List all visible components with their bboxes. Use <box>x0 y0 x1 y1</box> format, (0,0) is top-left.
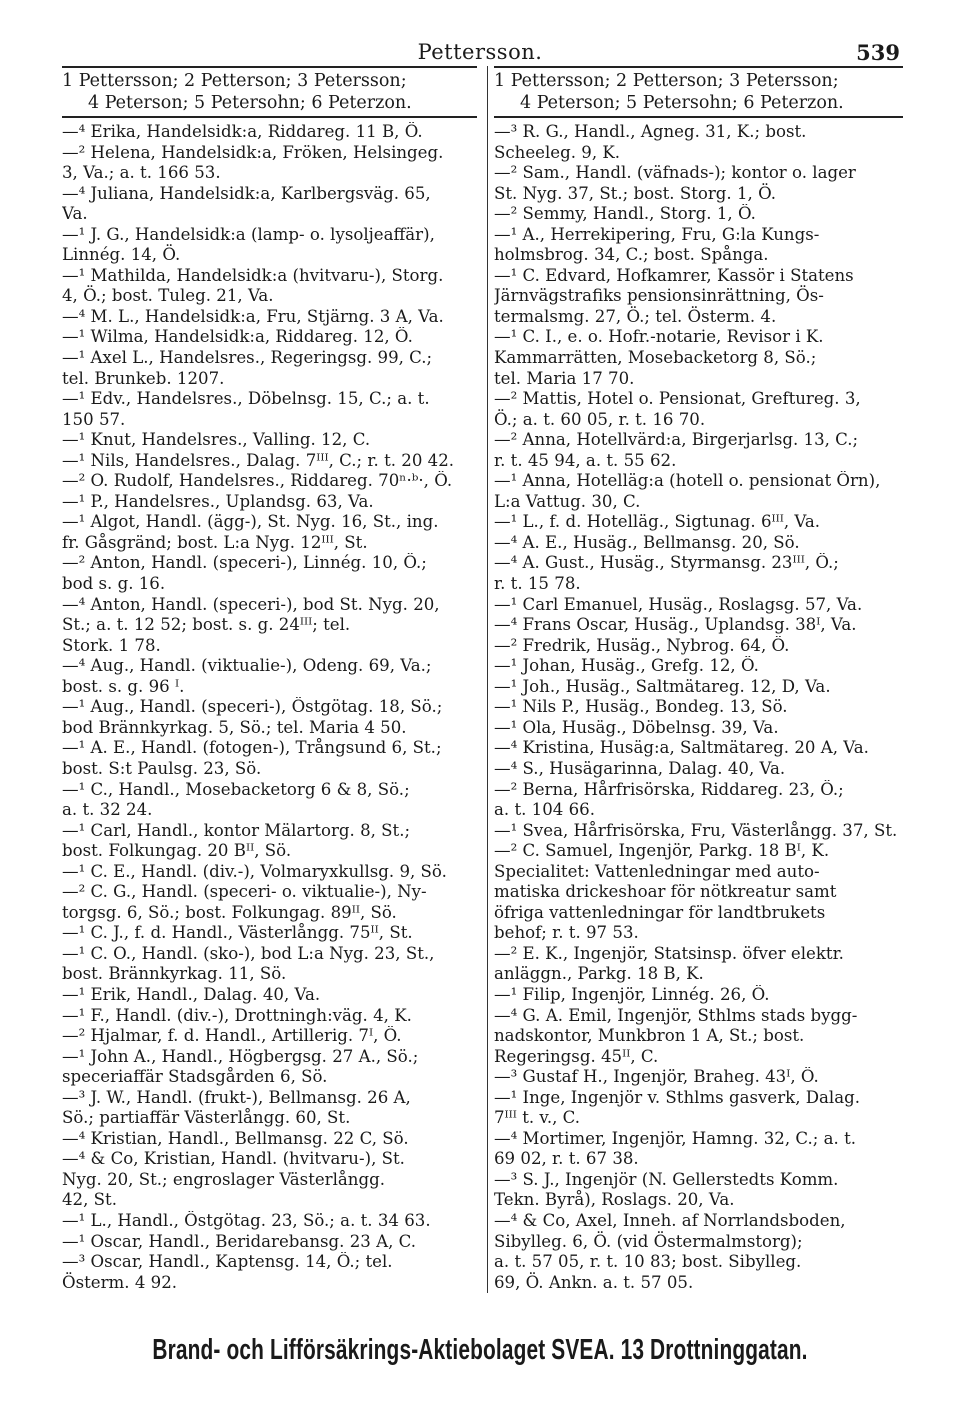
footer-advertisement: Brand- och Lifförsäkrings-Aktiebolaget SVEA. 13 Drottninggatan. <box>152 1334 808 1366</box>
entry-continuation: Specialitet: Vattenledningar med auto- <box>494 861 820 881</box>
directory-entry <box>62 1149 477 1211</box>
directory-entry <box>494 122 903 163</box>
entry-line: —¹ Nils, Handelsres., Dalag. 7ᴵᴵᴵ, C.; r. t. 20 42. <box>62 450 455 470</box>
entry-line: —¹ F., Handl. (div.-), Drottningh:väg. 4, K. <box>62 1005 412 1025</box>
entry-continuation: bost. s. g. 96 ᴵ. <box>62 676 185 696</box>
entry-line: —² O. Rudolf, Handelsres., Riddareg. 70ⁿ·ᵇ·, Ö. <box>62 471 453 491</box>
directory-entry <box>62 595 477 657</box>
directory-entry <box>62 882 477 923</box>
directory-entry <box>62 697 477 738</box>
directory-entry <box>62 553 477 594</box>
directory-entry <box>494 204 903 225</box>
entry-line: —⁴ Erika, Handelsidk:a, Riddareg. 11 B, Ö. <box>62 122 423 141</box>
directory-entry <box>494 225 903 266</box>
entry-line: —³ J. W., Handl. (frukt-), Bellmansg. 26 A, <box>62 1087 411 1107</box>
entry-line: —¹ Inge, Ingenjör v. Sthlms gasverk, Dalag. <box>494 1087 861 1107</box>
entry-continuation: Sibylleg. 6, Ö. (vid Östermalmstorg); <box>494 1231 803 1251</box>
entry-line: —¹ J. G., Handelsidk:a (lamp- o. lysoljeaffär), <box>62 224 435 244</box>
entry-line: —¹ C. E., Handl. (div.-), Volmaryxkullsg. 9, Sö. <box>62 861 447 881</box>
entry-line: —¹ Axel L., Handelsres., Regeringsg. 99, C.; <box>62 348 433 368</box>
directory-entry <box>62 307 477 328</box>
entry-continuation: Ö.; a. t. 60 05, r. t. 16 70. <box>494 409 706 429</box>
right-entry-list <box>494 122 903 1293</box>
directory-entry <box>494 636 903 657</box>
directory-entry <box>62 1211 477 1232</box>
page-number: 539 <box>856 40 900 65</box>
entry-continuation: bod Brännkyrkag. 5, Sö.; tel. Maria 4 50. <box>62 717 407 737</box>
entry-continuation: r. t. 45 94, a. t. 55 62. <box>494 450 677 470</box>
entry-line: —¹ P., Handelsres., Uplandsg. 63, Va. <box>62 491 374 511</box>
directory-entry <box>62 821 477 862</box>
directory-entry <box>62 1252 477 1293</box>
directory-columns <box>62 66 902 1316</box>
entry-line: —¹ Algot, Handl. (ägg-), St. Nyg. 16, St., ing. <box>62 512 439 532</box>
directory-entry <box>494 430 903 471</box>
entry-continuation: tel. Brunkeb. 1207. <box>62 368 225 388</box>
entry-continuation: öfriga vattenledningar för landtbrukets <box>494 902 826 922</box>
entry-continuation: termalsmg. 27, Ö.; tel. Österm. 4. <box>494 306 777 326</box>
entry-line: —³ S. J., Ingenjör (N. Gellerstedts Komm. <box>494 1169 839 1189</box>
directory-entry <box>494 738 903 759</box>
entry-line: —⁴ A. E., Husäg., Bellmansg. 20, Sö. <box>494 532 800 552</box>
entry-continuation: 69, Ö. Ankn. a. t. 57 05. <box>494 1272 694 1292</box>
entry-continuation: behof; r. t. 97 53. <box>494 923 639 943</box>
entry-line: —¹ A., Herrekipering, Fru, G:la Kungs- <box>494 224 820 244</box>
entry-line: —² Berna, Hårfrisörska, Riddareg. 23, Ö.; <box>494 779 844 799</box>
directory-entry <box>62 1026 477 1047</box>
entry-line: —⁴ Anton, Handl. (speceri-), bod St. Nyg. 20, <box>62 594 440 614</box>
directory-entry <box>494 471 903 512</box>
entry-line: —¹ Filip, Ingenjör, Linnég. 26, Ö. <box>494 984 770 1004</box>
entry-continuation: fr. Gåsgränd; bost. L:a Nyg. 12ᴵᴵᴵ, St. <box>62 532 368 552</box>
directory-entry <box>494 1088 903 1129</box>
entry-continuation: L:a Vattug. 30, C. <box>494 491 641 511</box>
entry-continuation: Stork. 1 78. <box>62 635 161 655</box>
directory-entry <box>494 1067 903 1088</box>
entry-continuation: r. t. 15 78. <box>494 574 581 594</box>
directory-entry <box>62 512 477 553</box>
entry-continuation: St.; a. t. 12 52; bost. s. g. 24ᴵᴵᴵ; tel. <box>62 615 351 635</box>
entry-line: —² Fredrik, Husäg., Nybrog. 64, Ö. <box>494 635 790 655</box>
entry-line: —² Semmy, Handl., Storg. 1, Ö. <box>494 204 756 224</box>
directory-entry <box>62 266 477 307</box>
entry-line: —⁴ M. L., Handelsidk:a, Fru, Stjärng. 3 A, Va. <box>62 306 444 326</box>
entry-continuation: Linnég. 14, Ö. <box>62 245 181 265</box>
directory-entry <box>494 677 903 698</box>
directory-entry <box>494 389 903 430</box>
entry-line: —¹ Johan, Husäg., Grefg. 12, Ö. <box>494 656 759 676</box>
entry-continuation: St. Nyg. 37, St.; bost. Storg. 1, Ö. <box>494 183 776 203</box>
directory-entry <box>62 122 477 143</box>
running-head: Pettersson. <box>417 40 543 64</box>
entry-line: —¹ Erik, Handl., Dalag. 40, Va. <box>62 984 321 1004</box>
entry-continuation: 3, Va.; a. t. 166 53. <box>62 163 221 183</box>
entry-line: —³ R. G., Handl., Agneg. 31, K.; bost. <box>494 122 807 141</box>
entry-continuation: Tekn. Byrå), Roslags. 20, Va. <box>494 1190 735 1210</box>
directory-entry <box>494 163 903 204</box>
directory-entry <box>62 143 477 184</box>
directory-entry <box>62 1129 477 1150</box>
entry-line: —¹ C., Handl., Mosebacketorg 6 & 8, Sö.; <box>62 779 410 799</box>
entry-continuation: Sö.; partiaffär Västerlångg. 60, St. <box>62 1108 351 1128</box>
entry-line: —¹ Anna, Hotelläg:a (hotell o. pensionat Örn), <box>494 471 881 491</box>
directory-entry <box>494 533 903 554</box>
directory-entry <box>494 759 903 780</box>
directory-entry <box>494 821 903 842</box>
entry-line: —⁴ S., Husägarinna, Dalag. 40, Va. <box>494 758 786 778</box>
directory-entry <box>62 184 477 225</box>
entry-line: —¹ L., f. d. Hotelläg., Sigtunag. 6ᴵᴵᴵ, Va. <box>494 512 821 532</box>
directory-entry <box>494 1006 903 1068</box>
entry-line: —¹ Wilma, Handelsidk:a, Riddareg. 12, Ö. <box>62 327 413 347</box>
directory-entry <box>62 862 477 883</box>
entry-continuation: anläggn., Parkg. 18 B, K. <box>494 964 704 984</box>
entry-line: —¹ Carl Emanuel, Husäg., Roslagsg. 57, Va. <box>494 594 863 614</box>
directory-entry <box>62 492 477 513</box>
entry-continuation: matiska drickeshoar för nötkreatur samt <box>494 882 837 902</box>
entry-continuation: a. t. 104 66. <box>494 800 595 820</box>
directory-entry <box>62 1232 477 1253</box>
right-column <box>487 66 903 1293</box>
heading-line-2: 4 Peterson; 5 Petersohn; 6 Peterzon. <box>520 93 844 113</box>
entry-line: —¹ Edv., Handelsres., Döbelnsg. 15, C.; a. t. <box>62 389 430 409</box>
directory-entry <box>62 430 477 451</box>
entry-continuation: Kammarrätten, Mosebacketorg 8, Sö.; <box>494 348 817 368</box>
entry-line: —² C. Samuel, Ingenjör, Parkg. 18 Bᴵ, K. <box>494 841 830 861</box>
entry-line: —² E. K., Ingenjör, Statsinsp. öfver elektr. <box>494 943 844 963</box>
entry-line: —⁴ Juliana, Handelsidk:a, Karlbergsväg. 65, <box>62 183 431 203</box>
left-column-heading <box>62 66 477 118</box>
directory-entry <box>62 327 477 348</box>
directory-entry <box>62 451 477 472</box>
directory-entry <box>62 944 477 985</box>
entry-continuation: nadskontor, Munkbron 1 A, St.; bost. <box>494 1026 805 1046</box>
entry-line: —¹ Mathilda, Handelsidk:a (hvitvaru-), Storg. <box>62 265 444 285</box>
entry-line: —¹ Carl, Handl., kontor Mälartorg. 8, St.; <box>62 820 411 840</box>
entry-line: —⁴ G. A. Emil, Ingenjör, Sthlms stads bygg- <box>494 1005 858 1025</box>
directory-entry <box>494 656 903 677</box>
entry-continuation: bost. Folkungag. 20 Bᴵᴵ, Sö. <box>62 841 292 861</box>
directory-entry <box>494 553 903 594</box>
entry-continuation: Scheeleg. 9, K. <box>494 142 621 162</box>
entry-line: —¹ Oscar, Handl., Beridarebansg. 23 A, C. <box>62 1231 417 1251</box>
entry-line: —¹ Knut, Handelsres., Valling. 12, C. <box>62 430 371 450</box>
left-column <box>62 66 477 1293</box>
directory-entry <box>494 512 903 533</box>
directory-entry <box>494 841 903 944</box>
entry-line: —¹ Svea, Hårfrisörska, Fru, Västerlångg. 37, St. <box>494 820 898 840</box>
entry-line: —² Mattis, Hotel o. Pensionat, Greftureg. 3, <box>494 389 861 409</box>
entry-continuation: speceriaffär Stadsgården 6, Sö. <box>62 1067 328 1087</box>
entry-line: —¹ Ola, Husäg., Döbelnsg. 39, Va. <box>494 717 779 737</box>
entry-line: —⁴ Kristian, Handl., Bellmansg. 22 C, Sö. <box>62 1128 409 1148</box>
directory-entry <box>494 718 903 739</box>
entry-line: —³ Gustaf H., Ingenjör, Braheg. 43ᴵ, Ö. <box>494 1067 819 1087</box>
directory-entry <box>494 266 903 328</box>
directory-entry <box>62 923 477 944</box>
directory-entry <box>494 1211 903 1293</box>
entry-line: —¹ Joh., Husäg., Saltmätareg. 12, D, Va. <box>494 676 831 696</box>
entry-line: —¹ L., Handl., Östgötag. 23, Sö.; a. t. 34 63. <box>62 1210 431 1230</box>
directory-entry <box>494 595 903 616</box>
entry-continuation: a. t. 57 05, r. t. 10 83; bost. Sibylleg. <box>494 1252 802 1272</box>
heading-line-1: 1 Pettersson; 2 Petterson; 3 Petersson; <box>62 71 407 91</box>
entry-line: —² Anna, Hotellvärd:a, Birgerjarlsg. 13, C.; <box>494 430 859 450</box>
directory-entry <box>62 348 477 389</box>
directory-entry <box>494 985 903 1006</box>
entry-continuation: bod s. g. 16. <box>62 574 166 594</box>
left-entry-list <box>62 122 477 1293</box>
directory-entry <box>494 780 903 821</box>
entry-continuation: bost. S:t Paulsg. 23, Sö. <box>62 758 262 778</box>
entry-line: —¹ Aug., Handl. (speceri-), Östgötag. 18, Sö.; <box>62 697 443 717</box>
directory-entry <box>62 1047 477 1088</box>
entry-continuation: Regeringsg. 45ᴵᴵ, C. <box>494 1046 659 1066</box>
entry-continuation: 69 02, r. t. 67 38. <box>494 1149 639 1169</box>
entry-continuation: 42, St. <box>62 1190 117 1210</box>
entry-line: —¹ Nils P., Husäg., Bondeg. 13, Sö. <box>494 697 788 717</box>
entry-continuation: bost. Brännkyrkag. 11, Sö. <box>62 964 287 984</box>
right-column-heading <box>494 66 903 118</box>
entry-line: —¹ John A., Handl., Högbergsg. 27 A., Sö.; <box>62 1046 419 1066</box>
entry-continuation: 7ᴵᴵᴵ t. v., C. <box>494 1108 581 1128</box>
entry-line: —¹ C. J., f. d. Handl., Västerlångg. 75ᴵᴵ, St. <box>62 923 413 943</box>
entry-line: —² Hjalmar, f. d. Handl., Artillerig. 7ᴵ, Ö. <box>62 1026 402 1046</box>
entry-line: —¹ C. O., Handl. (sko-), bod L:a Nyg. 23, St., <box>62 943 435 963</box>
entry-line: —² Helena, Handelsidk:a, Fröken, Helsingeg. <box>62 142 444 162</box>
directory-entry <box>494 1170 903 1211</box>
entry-line: —² Sam., Handl. (väfnads-); kontor o. lager <box>494 163 856 183</box>
directory-entry <box>62 780 477 821</box>
directory-entry <box>494 615 903 636</box>
directory-entry <box>62 225 477 266</box>
directory-entry <box>62 471 477 492</box>
directory-entry <box>494 697 903 718</box>
entry-continuation: Österm. 4 92. <box>62 1272 178 1292</box>
entry-line: —⁴ Frans Oscar, Husäg., Uplandsg. 38ᴵ, Va. <box>494 615 857 635</box>
directory-entry <box>62 389 477 430</box>
directory-entry <box>62 738 477 779</box>
heading-line-1: 1 Pettersson; 2 Petterson; 3 Petersson; <box>494 71 839 91</box>
entry-continuation: a. t. 32 24. <box>62 800 153 820</box>
entry-line: —⁴ Kristina, Husäg:a, Saltmätareg. 20 A, Va. <box>494 738 869 758</box>
entry-line: —² C. G., Handl. (speceri- o. viktualie-), Ny- <box>62 882 427 902</box>
entry-continuation: 150 57. <box>62 409 126 429</box>
entry-line: —⁴ & Co, Axel, Inneh. af Norrlandsboden, <box>494 1210 846 1230</box>
entry-line: —¹ A. E., Handl. (fotogen-), Trångsund 6, St.; <box>62 738 442 758</box>
entry-line: —² Anton, Handl. (speceri-), Linnég. 10, Ö.; <box>62 553 427 573</box>
entry-continuation: Va. <box>62 204 88 224</box>
directory-entry <box>494 944 903 985</box>
entry-continuation: torgsg. 6, Sö.; bost. Folkungag. 89ᴵᴵ, Sö. <box>62 902 397 922</box>
directory-entry <box>494 1129 903 1170</box>
entry-line: —⁴ A. Gust., Husäg., Styrmansg. 23ᴵᴵᴵ, Ö.; <box>494 553 839 573</box>
entry-line: —⁴ Aug., Handl. (viktualie-), Odeng. 69, Va.; <box>62 656 432 676</box>
entry-continuation: tel. Maria 17 70. <box>494 368 635 388</box>
directory-entry <box>62 656 477 697</box>
entry-line: —¹ C. I., e. o. Hofr.-notarie, Revisor i K. <box>494 327 824 347</box>
entry-line: —¹ C. Edvard, Hofkamrer, Kassör i Statens <box>494 265 854 285</box>
entry-continuation: 4, Ö.; bost. Tuleg. 21, Va. <box>62 286 274 306</box>
directory-entry <box>494 327 903 389</box>
entry-continuation: holmsbrog. 34, C.; bost. Spånga. <box>494 245 769 265</box>
entry-line: —⁴ Mortimer, Ingenjör, Hamng. 32, C.; a. t. <box>494 1128 857 1148</box>
entry-continuation: Nyg. 20, St.; engroslager Västerlångg. <box>62 1169 386 1189</box>
directory-entry <box>62 985 477 1006</box>
directory-entry <box>62 1006 477 1027</box>
heading-line-2: 4 Peterson; 5 Petersohn; 6 Peterzon. <box>88 93 412 113</box>
entry-line: —³ Oscar, Handl., Kaptensg. 14, Ö.; tel. <box>62 1252 393 1272</box>
entry-continuation: Järnvägstrafiks pensionsinrättning, Ös- <box>494 286 824 306</box>
entry-line: —⁴ & Co, Kristian, Handl. (hvitvaru-), St. <box>62 1149 405 1169</box>
directory-entry <box>62 1088 477 1129</box>
